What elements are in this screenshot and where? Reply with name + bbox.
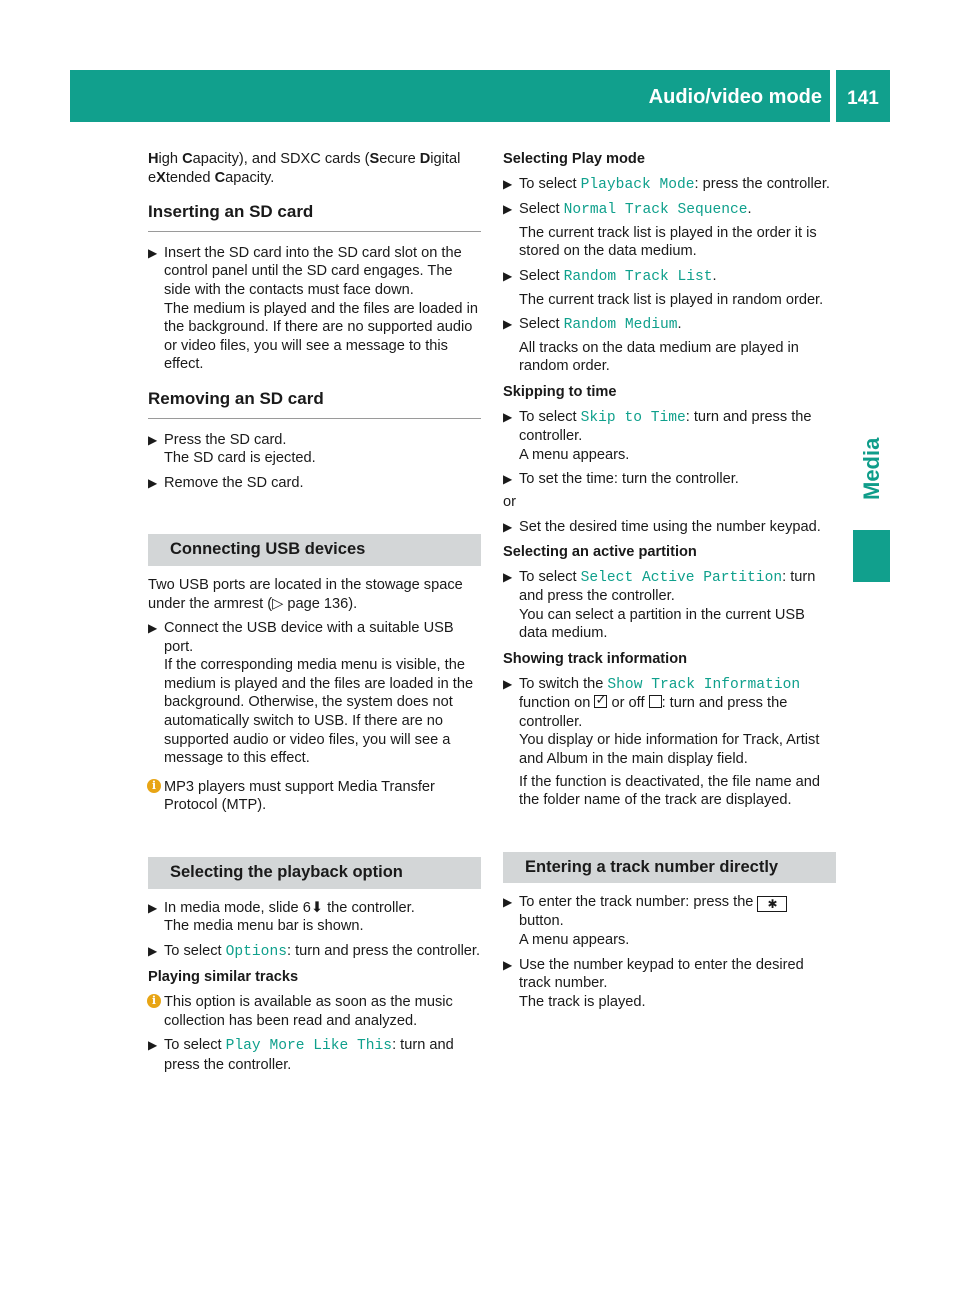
menu-item-random-track-list: Random Track List [563, 268, 713, 285]
step-arrow-icon: ▶ [148, 943, 158, 958]
step-arrow-icon: ▶ [503, 676, 513, 691]
subheading-skipping: Skipping to time [503, 383, 617, 400]
info-note: i This option is available as soon as the music collection has been read and analyzed. [148, 993, 481, 1030]
step-item: ▶ To switch the Show Track Information function on ✓ or off : turn and press the controller. You display or hide information for Track, Artist and Album in the main display field. If the function is deactivated, the file name and the folder name of the track are displayed. [503, 675, 836, 810]
step-arrow-icon: ▶ [503, 317, 513, 332]
menu-item-show-track-information: Show Track Information [607, 676, 801, 693]
menu-item-options: Options [225, 943, 287, 960]
right-column [503, 150, 836, 1011]
step-arrow-icon: ▶ [503, 569, 513, 584]
step-arrow-icon: ▶ [503, 409, 513, 424]
intro-paragraph: High Capacity), and SDXC cards (Secure Digital eXtended Capacity. [148, 151, 461, 186]
step-item: ▶ To enter the track number: press the ✱ button. A menu appears. [503, 893, 836, 949]
step-item: ▶ To select Skip to Time: turn and press the controller. A menu appears. [503, 408, 812, 463]
step-arrow-icon: ▶ [503, 519, 513, 534]
menu-item-play-more-like-this: Play More Like This [225, 1038, 393, 1055]
step-arrow-icon: ▶ [148, 432, 158, 447]
step-item: ▶ Insert the SD card into the SD card slot on the control panel until the SD card engages. The side with the contacts must face down. The medium is played and the files are loaded in the background. If there are no supported audio or video files, you will see a message to this effect. [148, 244, 478, 373]
page-number: 141 [847, 88, 879, 109]
step-item: ▶ Press the SD card. The SD card is ejected. [148, 431, 316, 467]
step-item: ▶ Select Random Medium. All tracks on the data medium are played in random order. [503, 316, 799, 375]
section-band-usb: Connecting USB devices [148, 534, 481, 566]
star-key-icon: ✱ [757, 896, 787, 912]
subheading-partition: Selecting an active partition [503, 544, 697, 561]
subheading-track-info: Showing track information [503, 651, 688, 668]
step-arrow-icon: ▶ [148, 621, 158, 636]
step-item: ▶ To select Select Active Partition: turn and press the controller. You can select a partition in the current USB data medium. [503, 568, 816, 642]
step-arrow-icon: ▶ [503, 176, 513, 191]
step-item: ▶ In media mode, slide 6⬇ the controller. The media menu bar is shown. [148, 899, 415, 935]
step-item: ▶ Connect the USB device with a suitable USB port. If the corresponding media menu is visible, the medium is played and the files are loaded in the background. Otherwise, the system does not automatically switch to USB. If there are no supported audio or video files, you will see a message to this effect. [148, 620, 474, 767]
step-arrow-icon: ▶ [503, 895, 513, 910]
page-title: Audio/video mode [648, 86, 822, 108]
menu-item-normal-track-sequence: Normal Track Sequence [563, 202, 748, 219]
checkbox-unchecked-icon [649, 695, 662, 708]
left-column [148, 150, 481, 1074]
menu-item-select-active-partition: Select Active Partition [580, 569, 783, 586]
or-text: or [503, 493, 516, 510]
step-arrow-icon: ▶ [148, 245, 158, 260]
step-item: ▶ Select Random Track List. The current track list is played in random order. [503, 267, 824, 308]
step-item: ▶ To select Playback Mode: press the controller. [503, 175, 830, 193]
side-tab-marker [853, 530, 890, 582]
menu-item-random-medium: Random Medium [563, 317, 678, 334]
controller-slide-icon: 6⬇ [302, 899, 324, 916]
menu-item-skip-to-time: Skip to Time [580, 409, 686, 426]
info-icon: i [147, 994, 161, 1008]
section-band-track-number: Entering a track number directly [503, 852, 836, 884]
step-item: ▶ To select Options: turn and press the controller. [148, 942, 481, 960]
step-arrow-icon: ▶ [148, 900, 158, 915]
subheading-play-mode: Selecting Play mode [503, 151, 645, 167]
step-item: ▶ Remove the SD card. [148, 474, 304, 491]
step-item: ▶ Use the number keypad to enter the desired track number. The track is played. [503, 956, 804, 1010]
menu-item-playback-mode: Playback Mode [580, 176, 695, 193]
step-arrow-icon: ▶ [503, 957, 513, 972]
step-arrow-icon: ▶ [503, 268, 513, 283]
step-arrow-icon: ▶ [503, 472, 513, 487]
step-item: ▶ To set the time: turn the controller. [503, 471, 739, 488]
step-item: ▶ Select Normal Track Sequence. The current track list is played in the order it is stored on the data medium. [503, 201, 817, 260]
step-item: ▶ To select Play More Like This: turn and press the controller. [148, 1037, 454, 1073]
subheading-similar: Playing similar tracks [148, 969, 299, 986]
section-band-playback: Selecting the playback option [148, 857, 481, 889]
step-arrow-icon: ▶ [148, 1038, 158, 1053]
section-heading-inserting: Inserting an SD card [148, 203, 481, 232]
info-icon: i [147, 779, 161, 793]
section-heading-removing: Removing an SD card [148, 390, 481, 419]
step-arrow-icon: ▶ [148, 475, 158, 490]
checkbox-checked-icon [594, 695, 607, 708]
side-tab-label: Media [859, 437, 884, 500]
info-note: i MP3 players must support Media Transfer Protocol (MTP). [148, 778, 481, 815]
step-arrow-icon: ▶ [503, 202, 513, 217]
usb-intro: Two USB ports are located in the stowage space under the armrest (▷ page 136). [148, 576, 463, 612]
page-ref-icon: ▷ [272, 595, 284, 612]
step-item: ▶ Set the desired time using the number keypad. [503, 518, 821, 535]
